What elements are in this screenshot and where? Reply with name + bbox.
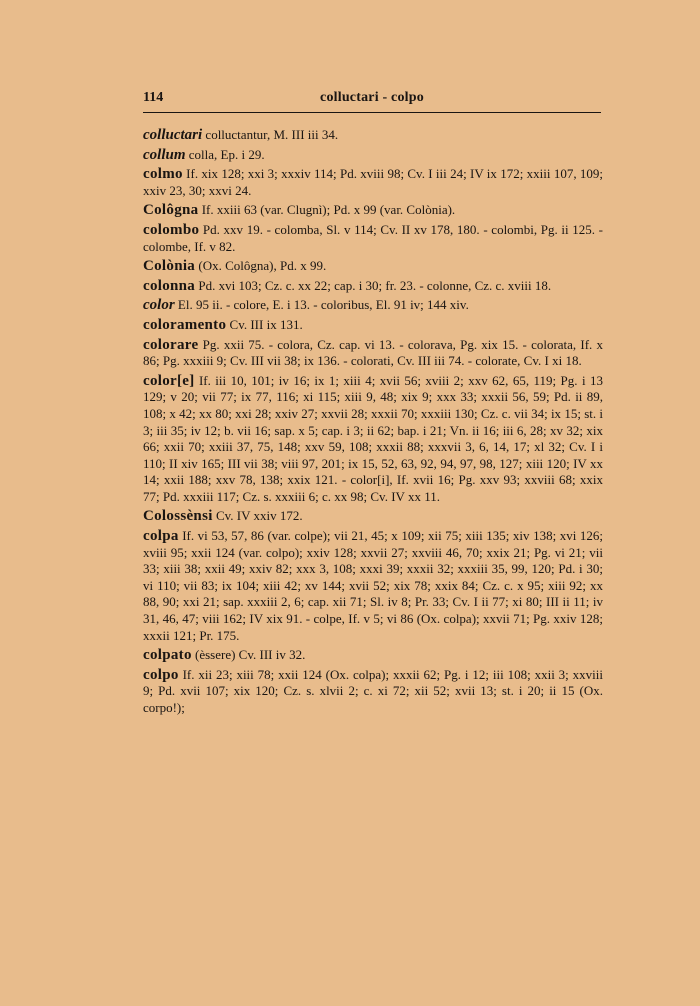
headword: Colôgna bbox=[143, 202, 199, 219]
headword: colluctari bbox=[143, 127, 203, 143]
headword: colpato bbox=[143, 647, 192, 664]
entry-text: colluctantur, M. III iii 34. bbox=[205, 127, 339, 142]
entry-colluctari bbox=[143, 127, 603, 144]
entry-text: If. iii 10, 101; iv 16; ix 1; xiii 4; xvii 56; xviii 2; xxv 62, 65, 119; Pg. i 13 129; v 20; vii 77; ix 77, 116; xi 115; xiii 9, 48; xix 9; xxx 33; xxxii 56, 59; Pd. ii 89, 108; x 42; xx 80; xxi 28; xxiv 27; xxvii 28; xxxii 70; xxxiii 130; Cz. c. vii 34; ix 15; st. i 3; iii 35; iv 12; b. vii 16; sap. x 5; cap. i 3; ii 62; bap. i 21; Vn. ii 16; iii 6, 28; xv 32; xix 66; xxii 70; xxiii 37, 75, 148; xxv 59, 108; xxxii 88; xxxvii 3, 6, 14, 17; xl 32; Cv. I i 110; II xiv 165; III vii 38; viii 97, 201; ix 15, 52, 63, 92, 94, 97, 98, 127; xiii 120; IV xx 14; xxii 188; xxv 78, 138; xxix 121. - color[i], If. xvii 16; Pg. xxv 93; xxviii 68; xxix 77; Pd. xxxiii 117; Cz. s. xxxiii 6; c. xx 98; Cv. IV xx 11. bbox=[143, 372, 603, 504]
entry-text: (èssere) Cv. III iv 32. bbox=[195, 647, 306, 663]
entry-colpo bbox=[143, 667, 603, 717]
headword: coloramento bbox=[143, 316, 227, 333]
entry-list bbox=[143, 127, 603, 720]
headword: color bbox=[143, 297, 175, 314]
entry-text: Cv. III ix 131. bbox=[229, 316, 303, 332]
headword: colonna bbox=[143, 277, 196, 294]
entry-text: El. 95 ii. - colore, E. i 13. - coloribus, El. 91 iv; 144 xiv. bbox=[177, 297, 469, 313]
headword: color[e] bbox=[143, 372, 195, 389]
entry-colpato bbox=[143, 647, 603, 664]
entry-text: If. xii 23; xiii 78; xxii 124 (Ox. colpa); xxxii 62; Pg. i 12; iii 108; xxii 3; xxviii 9; Pd. xvii 107; xix 120; Cz. s. xlvii 2; c. xi 72; xii 52; xvii 13; st. i 20; ii 15 (Ox. corpo!); bbox=[143, 666, 604, 715]
header-rule bbox=[143, 112, 601, 113]
page-header bbox=[143, 90, 601, 110]
entry-colossensi bbox=[143, 508, 603, 525]
headword: colpo bbox=[143, 666, 179, 683]
headword: colorare bbox=[143, 336, 199, 353]
entry-text: (Ox. Colôgna), Pd. x 99. bbox=[198, 258, 327, 274]
entry-text: Cv. IV xxiv 172. bbox=[215, 508, 303, 524]
entry-colonia bbox=[143, 258, 603, 275]
entry-colore bbox=[143, 373, 603, 506]
entry-colonna bbox=[143, 278, 603, 295]
headword: colmo bbox=[143, 166, 183, 183]
entry-text: Pd. xxv 19. - colomba, Sl. v 114; Cv. II xv 178, 180. - colombi, Pg. ii 125. - colombe, If. v 82. bbox=[143, 221, 604, 254]
entry-color bbox=[143, 297, 603, 314]
entry-collum bbox=[143, 147, 603, 164]
entry-colombo bbox=[143, 222, 603, 255]
entry-text: If. xxiii 63 (var. Clugnì); Pd. x 99 (var. Colònia). bbox=[201, 202, 456, 218]
running-head: colluctari - colpo bbox=[320, 90, 424, 105]
entry-text: If. vi 53, 57, 86 (var. colpe); vii 21, 45; x 109; xii 75; xiii 135; xiv 138; xvi 126; xviii 95; xxii 124 (var. colpo); xxiv 128; xxvii 27; xxviii 46, 70; xxix 21; Pg. vi 21; vii 33; xiii 38; xxii 49; xxiv 82; xxx 3, 108; xxxi 39; xxxii 32; xxxiii 35, 99, 120; Pd. i 30; vi 110; vii 83; ix 104; xiii 42; xv 144; xvii 52; xix 78; xxix 84; Cz. c. x 95; xiii 92; xx 88, 90; xxi 21; sap. xxxiii 2, 6; cap. xii 71; Sl. iv 8; Pr. 33; Cv. I ii 77; xi 80; III ii 11; iv 31, 46, 47; viii 162; IV xix 91. - colpe, If. v 5; vi 86 (Ox. colpa); xxvii 71; Pg. xxiv 128; xxxii 121; Pr. 175. bbox=[143, 528, 603, 643]
headword: colombo bbox=[143, 221, 200, 238]
headword: Colònia bbox=[143, 258, 196, 275]
page-number: 114 bbox=[143, 90, 164, 105]
entry-colorare bbox=[143, 337, 603, 370]
entry-text: If. xix 128; xxi 3; xxxiv 114; Pd. xviii 98; Cv. I iii 24; IV ix 172; xxiii 107, 109; xxiv 23, 30; xxvi 24. bbox=[143, 166, 604, 198]
entry-text: Pd. xvi 103; Cz. c. xx 22; cap. i 30; fr. 23. - colonne, Cz. c. xviii 18. bbox=[198, 277, 552, 293]
entry-cologna bbox=[143, 202, 603, 219]
entry-coloramento bbox=[143, 317, 603, 334]
entry-text: colla, Ep. i 29. bbox=[188, 146, 265, 162]
headword: Colossènsi bbox=[143, 508, 213, 525]
entry-colpa bbox=[143, 528, 603, 644]
headword: colpa bbox=[143, 528, 179, 545]
headword: collum bbox=[143, 146, 186, 163]
entry-colmo bbox=[143, 166, 603, 199]
entry-text: Pg. xxii 75. - colora, Cz. cap. vi 13. - colorava, Pg. xix 15. - colorata, If. x 86; Pg. xxxiii 9; Cv. III vii 38; ix 136. - colorati, Cv. III iii 74. - colorate, Cv. I xi 18. bbox=[143, 336, 604, 369]
